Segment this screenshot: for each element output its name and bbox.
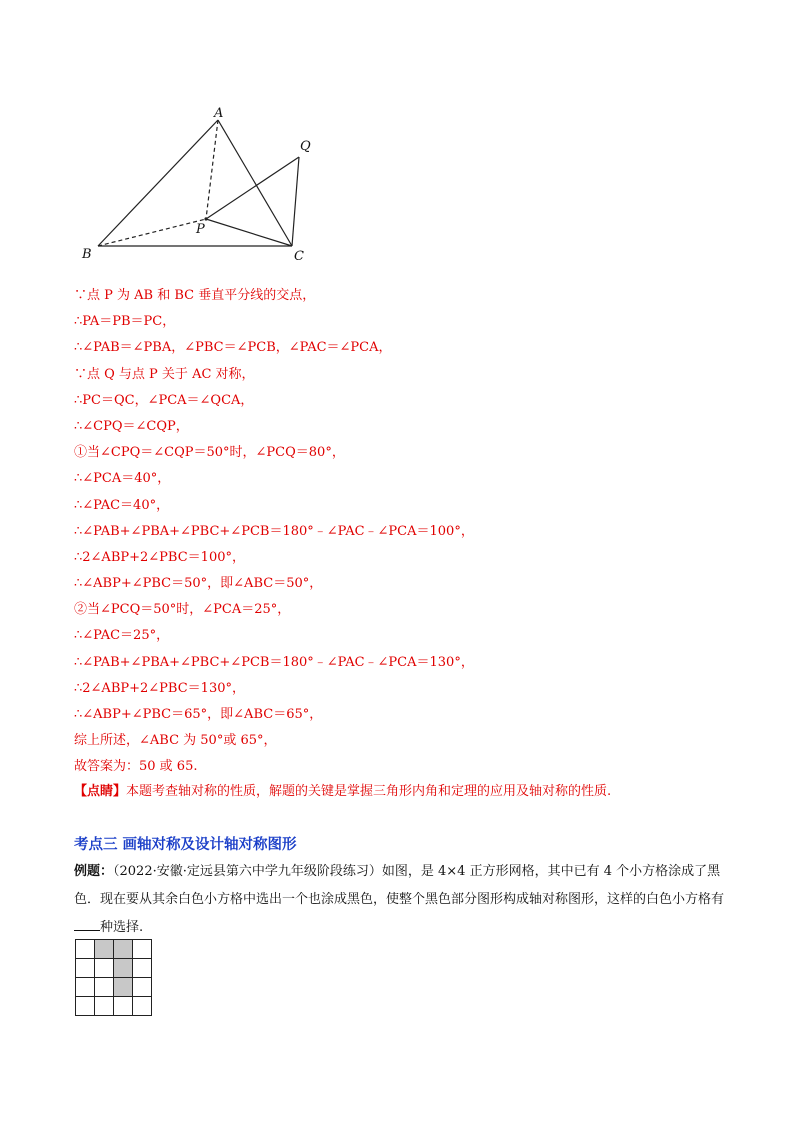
- grid-cell-shaded: [114, 959, 133, 978]
- solution-line: ∵点 P 为 AB 和 BC 垂直平分线的交点，: [74, 288, 316, 303]
- grid-cell-white: [133, 978, 152, 997]
- solution-line: ∴PA＝PB＝PC，: [74, 314, 176, 330]
- key-point-note: [74, 780, 611, 799]
- grid-cell-shaded: [114, 940, 133, 959]
- example-lead: 例题：: [74, 864, 114, 879]
- solution-line: 综上所述，∠ABC 为 50°或 65°，: [74, 733, 277, 749]
- section-heading: 考点三 画轴对称及设计轴对称图形: [74, 837, 297, 853]
- example-text: （2022·安徽·定远县第六中学九年级阶段练习）如图，是 4×4 正方形网格，其中已有 4 个小方格涂成了黑色．现在要从其余白色小方格中选出一个也涂成黑色，使整个黑色部分图形构成轴对称图形，这样的白色小方格有: [74, 864, 725, 907]
- grid-cell-shaded: [95, 940, 114, 959]
- solution-line: ∴∠CPQ＝∠CQP，: [74, 418, 189, 434]
- grid-cell-shaded: [114, 978, 133, 997]
- segment-qc: [292, 157, 299, 246]
- solution-line: ∴∠PAC＝40°，: [74, 497, 170, 513]
- label-q: Q: [300, 139, 311, 154]
- solution-block: [74, 283, 734, 781]
- note-text: 本题考查轴对称的性质，解题的关键是掌握三角形内角和定理的应用及轴对称的性质.: [126, 784, 612, 799]
- grid-cell-white: [133, 940, 152, 959]
- segment-pq: [206, 157, 299, 219]
- example-text-end: 种选择.: [100, 920, 144, 935]
- grid-cell-white: [95, 959, 114, 978]
- grid-cell-white: [76, 959, 95, 978]
- example-problem: [74, 858, 734, 942]
- solution-line: ∴∠PCA＝40°，: [74, 471, 171, 487]
- solution-line: ∴∠ABP+∠PBC＝50°，即∠ABC＝50°，: [74, 576, 323, 592]
- solution-line: ∵点 Q 与点 P 关于 AC 对称，: [74, 366, 255, 382]
- segment-ac: [218, 120, 292, 246]
- grid-cell-white: [114, 997, 133, 1016]
- grid-cell-white: [133, 997, 152, 1016]
- square-grid-4x4: [75, 939, 152, 1016]
- solution-line: 故答案为：50 或 65.: [74, 759, 198, 775]
- point-p-dot: [204, 217, 207, 220]
- grid-cell-white: [76, 940, 95, 959]
- solution-line: ∴∠PAB+∠PBA+∠PBC+∠PCB＝180°﹣∠PAC﹣∠PCA＝100°，: [74, 523, 474, 539]
- grid-cell-white: [76, 978, 95, 997]
- solution-line: ∴∠PAB＝∠PBA，∠PBC＝∠PCB，∠PAC＝∠PCA，: [74, 340, 392, 356]
- answer-blank: [74, 916, 100, 931]
- solution-line: ∴∠PAC＝25°，: [74, 628, 170, 644]
- segment-pa-dashed: [206, 120, 218, 219]
- label-a: A: [214, 106, 224, 121]
- solution-line: ∴∠ABP+∠PBC＝65°，即∠ABC＝65°，: [74, 707, 323, 722]
- solution-line: ∴∠PAB+∠PBA+∠PBC+∠PCB＝180°﹣∠PAC﹣∠PCA＝130°，: [74, 654, 474, 670]
- solution-line: ∴2∠ABP+2∠PBC＝130°，: [74, 680, 245, 696]
- solution-line: ②当∠PCQ＝50°时，∠PCA＝25°，: [74, 602, 291, 618]
- segment-pb-dashed: [98, 219, 206, 246]
- grid-cell-white: [76, 997, 95, 1016]
- grid-cell-white: [133, 959, 152, 978]
- grid-cell-white: [95, 978, 114, 997]
- note-tag: 【点睛】: [74, 784, 127, 799]
- solution-line: ①当∠CPQ＝∠CQP＝50°时，∠PCQ＝80°，: [74, 445, 345, 461]
- label-c: C: [294, 249, 304, 264]
- label-p: P: [196, 222, 205, 237]
- solution-line: ∴2∠ABP+2∠PBC＝100°，: [74, 549, 245, 565]
- triangle-figure: [70, 100, 340, 270]
- solution-line: ∴PC＝QC，∠PCA＝∠QCA，: [74, 392, 254, 408]
- grid-cell-white: [95, 997, 114, 1016]
- label-b: B: [82, 247, 92, 262]
